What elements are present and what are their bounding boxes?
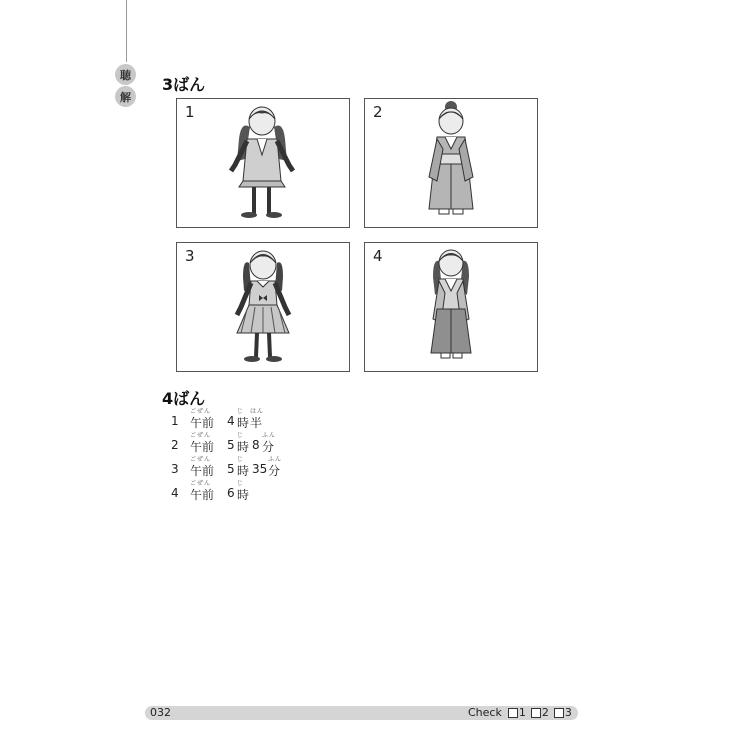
option-number: 1	[171, 414, 179, 428]
option-number: 2	[171, 438, 179, 452]
question-4-title: 4ばん	[162, 389, 206, 408]
option-number: 4	[171, 486, 179, 500]
time-han: はん 半	[250, 408, 265, 430]
time-ji: じ 時	[237, 432, 250, 454]
question-3-title: 3ばん	[162, 75, 206, 94]
panel-number: 2	[373, 103, 383, 121]
check-label: Check	[468, 706, 502, 719]
answer-panel-2[interactable]	[364, 98, 538, 228]
panel-number: 4	[373, 247, 383, 265]
margin-guide-line	[126, 0, 127, 62]
girl-in-dress-illustration	[177, 243, 349, 371]
gozen-word: ごぜん 午前	[190, 432, 215, 454]
woman-in-kimono-illustration	[365, 99, 537, 227]
check-box-1[interactable]	[508, 708, 518, 718]
gozen-word: ごぜん 午前	[190, 408, 215, 430]
panel-number: 1	[185, 103, 195, 121]
answer-panel-4[interactable]	[364, 242, 538, 372]
section-tab-listening-1: 聴	[115, 64, 136, 85]
check-box-label-2: 2	[541, 706, 549, 719]
time-hour: 6	[227, 486, 235, 500]
panel-number: 3	[185, 247, 195, 265]
check-box-2[interactable]	[531, 708, 541, 718]
check-box-label-1: 1	[518, 706, 526, 719]
answer-panel-3[interactable]	[176, 242, 350, 372]
page-number: 032	[150, 706, 171, 719]
time-ji: じ 時	[237, 456, 250, 478]
time-fun: ふん 分	[268, 456, 283, 478]
time-ji: じ 時	[237, 408, 250, 430]
girl-in-suit-illustration	[177, 99, 349, 227]
check-box-3[interactable]	[554, 708, 564, 718]
time-ji: じ 時	[237, 480, 250, 502]
option-number: 3	[171, 462, 179, 476]
time-minute: 35	[252, 462, 268, 476]
section-tab-listening-2: 解	[115, 86, 136, 107]
time-minute: 8	[252, 438, 260, 452]
gozen-word: ごぜん 午前	[190, 480, 215, 502]
time-hour: 5	[227, 462, 235, 476]
check-tracker	[468, 706, 577, 720]
girl-in-hakama-illustration	[365, 243, 537, 371]
time-hour: 5	[227, 438, 235, 452]
answer-panel-1[interactable]	[176, 98, 350, 228]
check-box-label-3: 3	[564, 706, 572, 719]
time-hour: 4	[227, 414, 235, 428]
time-fun: ふん 分	[262, 432, 277, 454]
gozen-word: ごぜん 午前	[190, 456, 215, 478]
